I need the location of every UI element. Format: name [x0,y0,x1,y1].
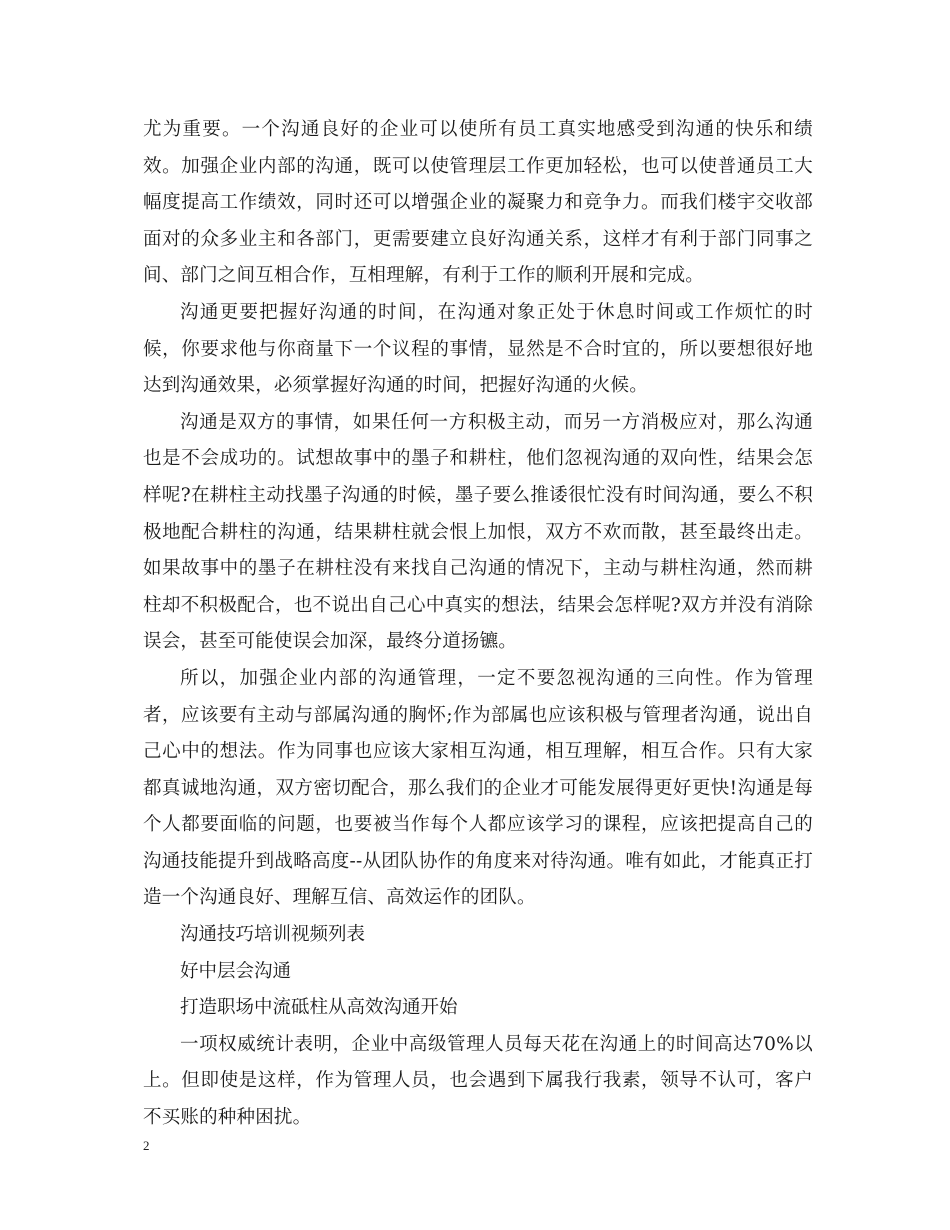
list-item-workplace: 打造职场中流砥柱从高效沟通开始 [180,997,458,1019]
paragraph-statistics: 一项权威统计表明，企业中高级管理人员每天花在沟通上的时间高达70%以上。但即使是这样，作为管理人员，也会遇到下属我行我素，领导不认可，客户不买账的种种困扰。 [143,1033,813,1129]
paragraph-conclusion: 所以，加强企业内部的沟通管理，一定不要忽视沟通的三向性。作为管理者，应该要有主动与部属沟通的胸怀;作为部属也应该积极与管理者沟通，说出自己心中的想法。作为同事也应该大家相互沟通，相互理解，相互合作。只有大家都真诚地沟通，双方密切配合，那么我们的企业才可能发展得更好更快!沟通是每个人都要面临的问题，也要被当作每个人都应该学习的课程，应该把提高自己的沟通技能提升到战略高度--从团队协作的角度来对待沟通。唯有如此，才能真正打造一个沟通良好、理解互信、高效运作的团队。 [143,667,813,909]
paragraph-continuation: 尤为重要。一个沟通良好的企业可以使所有员工真实地感受到沟通的快乐和绩效。加强企业内部的沟通，既可以使管理层工作更加轻松，也可以使普通员工大幅度提高工作绩效，同时还可以增强企业的凝聚力和竞争力。而我们楼宇交收部面对的众多业主和各部门，更需要建立良好沟通关系，这样才有利于部门同事之间、部门之间互相合作，互相理解，有利于工作的顺利开展和完成。 [143,119,813,287]
page-number: 2 [143,1138,150,1153]
paragraph-timing: 沟通更要把握好沟通的时间，在沟通对象正处于休息时间或工作烦忙的时候，你要求他与你商量下一个议程的事情，显然是不合时宜的，所以要想很好地达到沟通效果，必须掌握好沟通的时间，把握好沟通的火候。 [143,301,813,397]
document-body [143,112,813,1137]
list-item-middle-management: 好中层会沟通 [180,960,292,982]
paragraph-two-way: 沟通是双方的事情，如果任何一方积极主动，而另一方消极应对，那么沟通也是不会成功的。试想故事中的墨子和耕柱，他们忽视沟通的双向性，结果会怎样呢?在耕柱主动找墨子沟通的时候，墨子要么推诿很忙没有时间沟通，要么不积极地配合耕柱的沟通，结果耕柱就会恨上加恨，双方不欢而散，甚至最终出走。如果故事中的墨子在耕柱没有来找自己沟通的情况下，主动与耕柱沟通，然而耕柱却不积极配合，也不说出自己心中真实的想法，结果会怎样呢?双方并没有消除误会，甚至可能使误会加深，最终分道扬镳。 [143,411,813,653]
list-item-video-list: 沟通技巧培训视频列表 [180,924,366,946]
